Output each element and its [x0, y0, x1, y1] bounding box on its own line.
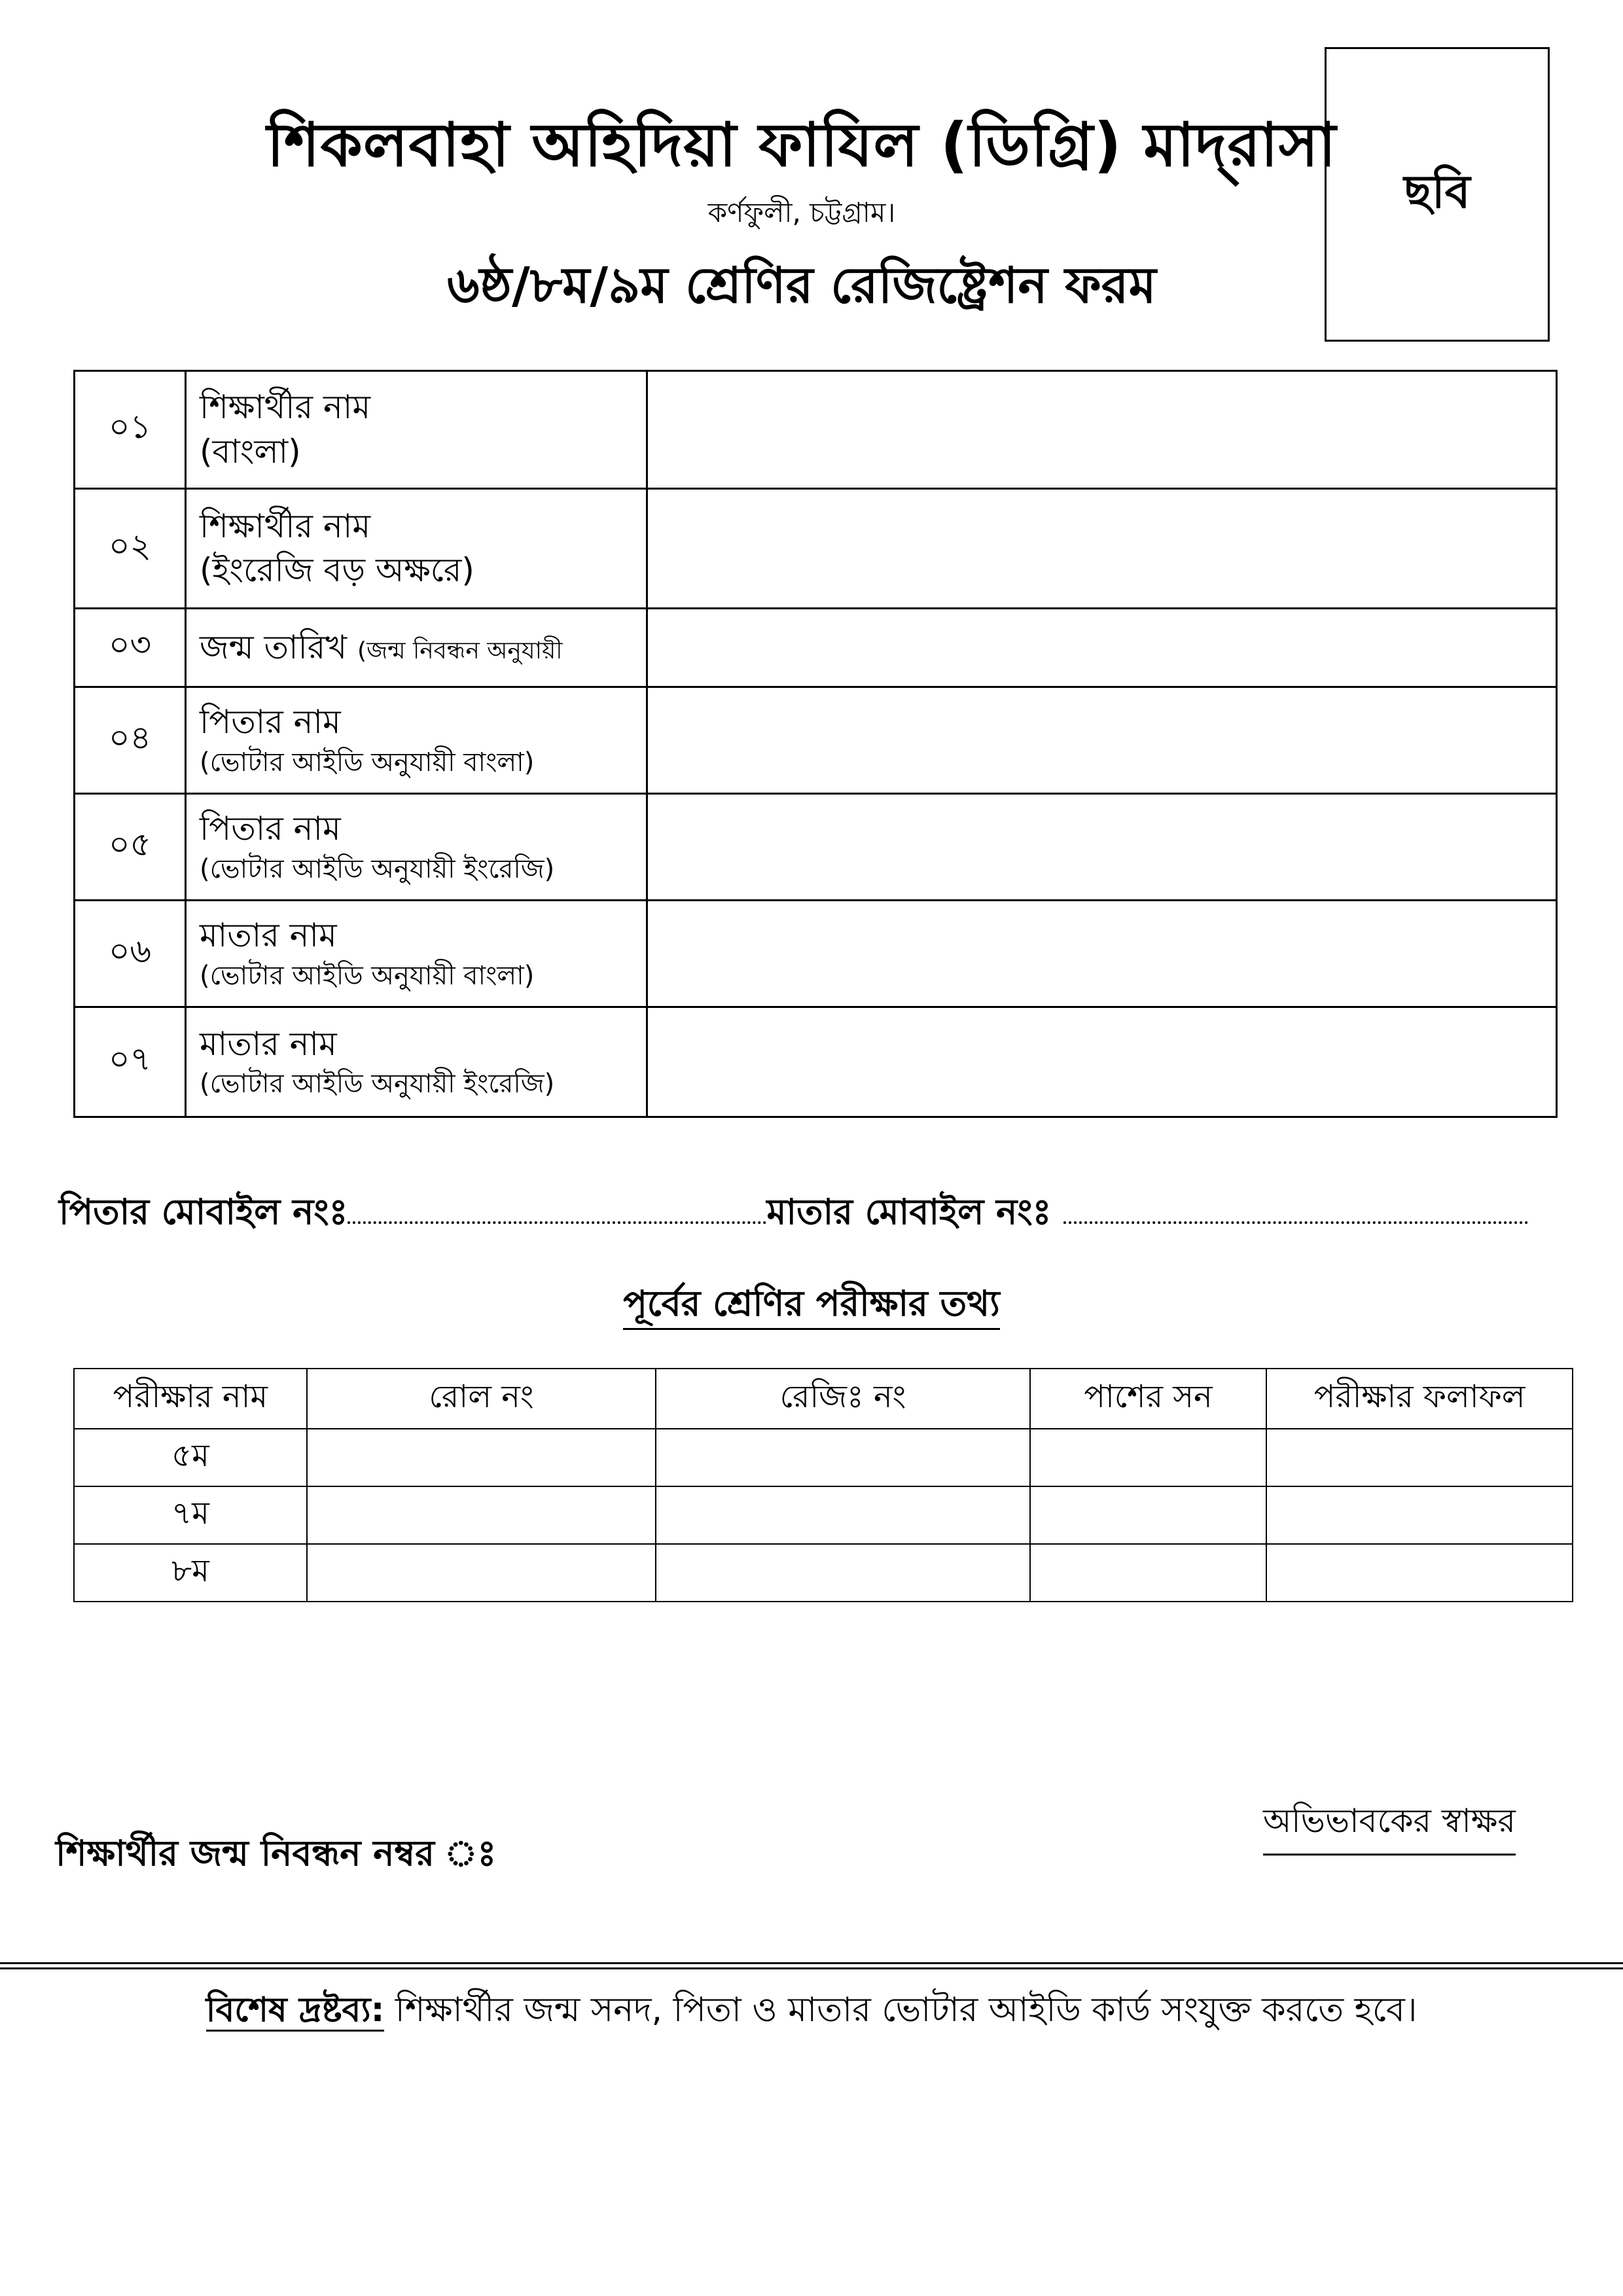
- row-number: ০৬: [75, 901, 186, 1007]
- col-header-exam-name: পরীক্ষার নাম: [74, 1369, 307, 1429]
- info-row-student-name-bn: [75, 371, 1557, 489]
- student-name-bangla-field[interactable]: [647, 371, 1557, 489]
- col-header-reg: রেজিঃ নং: [656, 1369, 1029, 1429]
- institution-address: কর্ণফুলী, চট্টগ্রাম।: [707, 196, 896, 228]
- info-row-birth-date: [75, 609, 1557, 687]
- photo-box[interactable]: [1325, 47, 1550, 342]
- label-sub: (ভোটার আইডি অনুযায়ী ইংরেজি): [200, 853, 555, 884]
- mother-mobile-label: মাতার মোবাইল নংঃ: [766, 1191, 1052, 1232]
- col-header-roll: রোল নং: [307, 1369, 656, 1429]
- exam-name-cell: ৭ম: [74, 1486, 307, 1544]
- row-label: [186, 489, 647, 609]
- label-sub: (ভোটার আইডি অনুযায়ী বাংলা): [200, 747, 535, 778]
- roll-cell[interactable]: [307, 1429, 656, 1486]
- father-name-bangla-field[interactable]: [647, 687, 1557, 794]
- roll-cell[interactable]: [307, 1544, 656, 1602]
- divider-line: [0, 1962, 1623, 1964]
- info-row-mother-name-bn: [75, 901, 1557, 1007]
- mother-mobile-field[interactable]: [1063, 1215, 1528, 1224]
- row-label: [186, 794, 647, 901]
- label-main: শিক্ষার্থীর নাম: [200, 507, 371, 545]
- col-header-pass-year: পাশের সন: [1030, 1369, 1267, 1429]
- table-row: [74, 1486, 1573, 1544]
- result-cell[interactable]: [1266, 1544, 1573, 1602]
- label-sub: (বাংলা): [200, 432, 301, 471]
- mother-name-bangla-field[interactable]: [647, 901, 1557, 1007]
- father-mobile-label: পিতার মোবাইল নংঃ: [59, 1191, 348, 1232]
- row-number: ০৭: [75, 1007, 186, 1117]
- label-main: পিতার নাম: [200, 703, 341, 742]
- birth-registration-label: শিক্ষার্থীর জন্ম নিবন্ধন নম্বর ঃ: [56, 1833, 497, 1874]
- row-number: ০১: [75, 371, 186, 489]
- exam-header-row: [74, 1369, 1573, 1429]
- mobile-numbers-line: [59, 1185, 1564, 1244]
- label-sub: (ইংরেজি বড় অক্ষরে): [200, 551, 474, 589]
- label-sub: (ভোটার আইডি অনুযায়ী বাংলা): [200, 960, 535, 991]
- institution-title: শিকলবাহা অহিদিয়া ফাযিল (ডিগ্রি) মাদ্‌রাসা: [266, 110, 1337, 180]
- guardian-signature-label: অভিভাবকের স্বাক্ষর: [1263, 1797, 1516, 1856]
- exam-name-cell: ৮ম: [74, 1544, 307, 1602]
- reg-cell[interactable]: [656, 1486, 1029, 1544]
- label-main: মাতার নাম: [200, 1024, 337, 1063]
- pass-year-cell[interactable]: [1030, 1486, 1267, 1544]
- label-main: পিতার নাম: [200, 810, 341, 848]
- birth-date-field[interactable]: [647, 609, 1557, 687]
- father-name-english-field[interactable]: [647, 794, 1557, 901]
- roll-cell[interactable]: [307, 1486, 656, 1544]
- reg-cell[interactable]: [656, 1429, 1029, 1486]
- row-label: [186, 609, 647, 687]
- mother-name-english-field[interactable]: [647, 1007, 1557, 1117]
- previous-exam-table: [73, 1368, 1573, 1602]
- divider-line: [0, 1967, 1623, 1969]
- label-main: শিক্ষার্থীর নাম: [200, 388, 371, 426]
- pass-year-cell[interactable]: [1030, 1544, 1267, 1602]
- table-row: [74, 1544, 1573, 1602]
- label-sub: (ভোটার আইডি অনুযায়ী ইংরেজি): [200, 1069, 555, 1100]
- student-info-table: [73, 370, 1558, 1118]
- special-note-text: শিক্ষার্থীর জন্ম সনদ, পিতা ও মাতার ভোটার আইডি কার্ড সংযুক্ত করতে হবে।: [384, 1990, 1418, 2030]
- result-cell[interactable]: [1266, 1486, 1573, 1544]
- row-number: ০৪: [75, 687, 186, 794]
- row-label: [186, 371, 647, 489]
- exam-name-cell: ৫ম: [74, 1429, 307, 1486]
- info-row-mother-name-en: [75, 1007, 1557, 1117]
- form-title: ৬ষ্ঠ/৮ম/৯ম শ্রেণির রেজিষ্ট্রেশন ফরম: [447, 256, 1156, 314]
- row-number: ০৩: [75, 609, 186, 687]
- exam-section-title-text: পূর্বের শ্রেণির পরীক্ষার তথ্য: [623, 1283, 1000, 1330]
- row-label: [186, 901, 647, 1007]
- info-row-student-name-en: [75, 489, 1557, 609]
- reg-cell[interactable]: [656, 1544, 1029, 1602]
- label-main: মাতার নাম: [200, 916, 337, 955]
- pass-year-cell[interactable]: [1030, 1429, 1267, 1486]
- row-number: ০৫: [75, 794, 186, 901]
- label-sub: (জন্ম নিবন্ধন অনুযায়ী: [357, 637, 563, 664]
- info-row-father-name-en: [75, 794, 1557, 901]
- row-label: [186, 687, 647, 794]
- label-inline: [200, 626, 633, 670]
- label-main: জন্ম তারিখ: [200, 628, 348, 666]
- special-note-label: বিশেষ দ্রষ্টব্য:: [206, 1990, 385, 2032]
- row-number: ০২: [75, 489, 186, 609]
- student-name-english-field[interactable]: [647, 489, 1557, 609]
- table-row: [74, 1429, 1573, 1486]
- father-mobile-field[interactable]: [348, 1215, 766, 1224]
- exam-section-title: [0, 1276, 1623, 1335]
- info-row-father-name-bn: [75, 687, 1557, 794]
- result-cell[interactable]: [1266, 1429, 1573, 1486]
- photo-label: ছবি: [1404, 164, 1471, 219]
- col-header-result: পরীক্ষার ফলাফল: [1266, 1369, 1573, 1429]
- row-label: [186, 1007, 647, 1117]
- special-note: [0, 1983, 1623, 2040]
